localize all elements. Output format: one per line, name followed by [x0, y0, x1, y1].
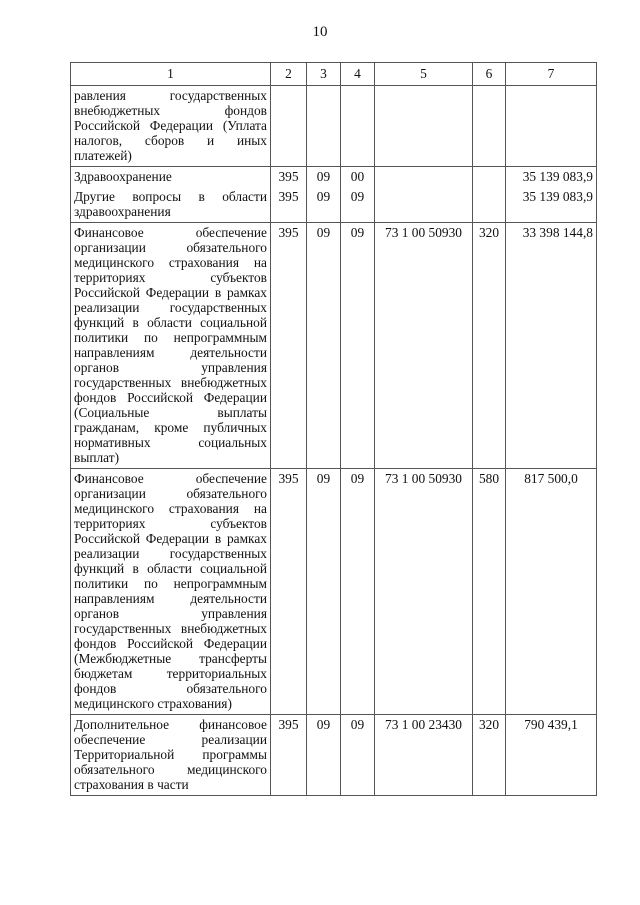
row-expense-type: 320: [473, 715, 506, 796]
page-number: 10: [312, 24, 328, 40]
row-name-cell: [71, 167, 271, 223]
row-sub-admin: 395: [278, 189, 299, 204]
row-expense-type: [473, 86, 506, 167]
row-section: 09: [307, 715, 341, 796]
row-target: 73 1 00 50930: [375, 469, 473, 715]
row-subsection: 09: [341, 223, 375, 469]
table-row: [71, 715, 597, 796]
row-subsection: 09: [341, 715, 375, 796]
row-sub-name: Другие вопросы в области здравоохранения: [74, 189, 267, 219]
row-name: равления государственных внебюджетных фондов Российской Федерации (Уплата налогов, сборов и иных платежей): [71, 86, 271, 167]
row-amount-cell: [506, 167, 597, 223]
row-name: Финансовое обеспечение организации обязательного медицинского страхования на территориях субъектов Российской Федерации в рамках реализации государственных функций в области социальной политики по непрограммным направлениям деятельности органов управления государственных внебюджетных фондов Российской Федерации (Межбюджетные трансферты бюджетам территориальных фондов обязательного медицинского страхования): [71, 469, 271, 715]
row-subsection-cell: [341, 167, 375, 223]
row-sub-section: 09: [316, 189, 331, 204]
row-amount: 35 139 083,9: [522, 169, 593, 184]
column-header-expense-type: 6: [473, 63, 506, 86]
column-header-name: 1: [71, 63, 271, 86]
row-subsection: 00: [350, 169, 365, 184]
row-expense-type: [473, 167, 506, 223]
row-section: 09: [307, 469, 341, 715]
budget-table: [70, 62, 597, 796]
row-admin: [271, 86, 307, 167]
row-target: [375, 167, 473, 223]
row-section-cell: [307, 167, 341, 223]
row-admin: 395: [271, 715, 307, 796]
row-sub-subsection: 09: [350, 189, 365, 204]
row-expense-type: 580: [473, 469, 506, 715]
table-row: [71, 167, 597, 223]
row-name: Дополнительное финансовое обеспечение реализации Территориальной программы обязательного медицинского страхования в части: [71, 715, 271, 796]
row-expense-type: 320: [473, 223, 506, 469]
row-section: [307, 86, 341, 167]
column-header-amount: 7: [506, 63, 597, 86]
row-admin: 395: [278, 169, 299, 184]
column-header-subsection: 4: [341, 63, 375, 86]
row-target: 73 1 00 23430: [375, 715, 473, 796]
row-admin: 395: [271, 223, 307, 469]
row-name: Финансовое обеспечение организации обязательного медицинского страхования на территориях субъектов Российской Федерации в рамках реализации государственных функций в области социальной политики по непрограммным направлениям деятельности органов управления государственных внебюджетных фондов Российской Федерации (Социальные выплаты гражданам, кроме публичных нормативных социальных выплат): [71, 223, 271, 469]
row-admin: 395: [271, 469, 307, 715]
row-name: Здравоохранение: [74, 169, 172, 184]
column-header-target: 5: [375, 63, 473, 86]
table-row: [71, 469, 597, 715]
row-target: [375, 86, 473, 167]
column-header-section: 3: [307, 63, 341, 86]
column-header-admin: 2: [271, 63, 307, 86]
row-admin-cell: [271, 167, 307, 223]
row-amount: 817 500,0: [506, 469, 597, 715]
header-row: [71, 63, 597, 86]
row-amount: 790 439,1: [506, 715, 597, 796]
row-sub-amount: 35 139 083,9: [522, 189, 593, 204]
row-amount: [506, 86, 597, 167]
table-row: [71, 86, 597, 167]
row-section: 09: [307, 223, 341, 469]
row-subsection: 09: [341, 469, 375, 715]
row-amount: 33 398 144,8: [506, 223, 597, 469]
row-target: 73 1 00 50930: [375, 223, 473, 469]
table-row: [71, 223, 597, 469]
row-subsection: [341, 86, 375, 167]
row-section: 09: [316, 169, 331, 184]
